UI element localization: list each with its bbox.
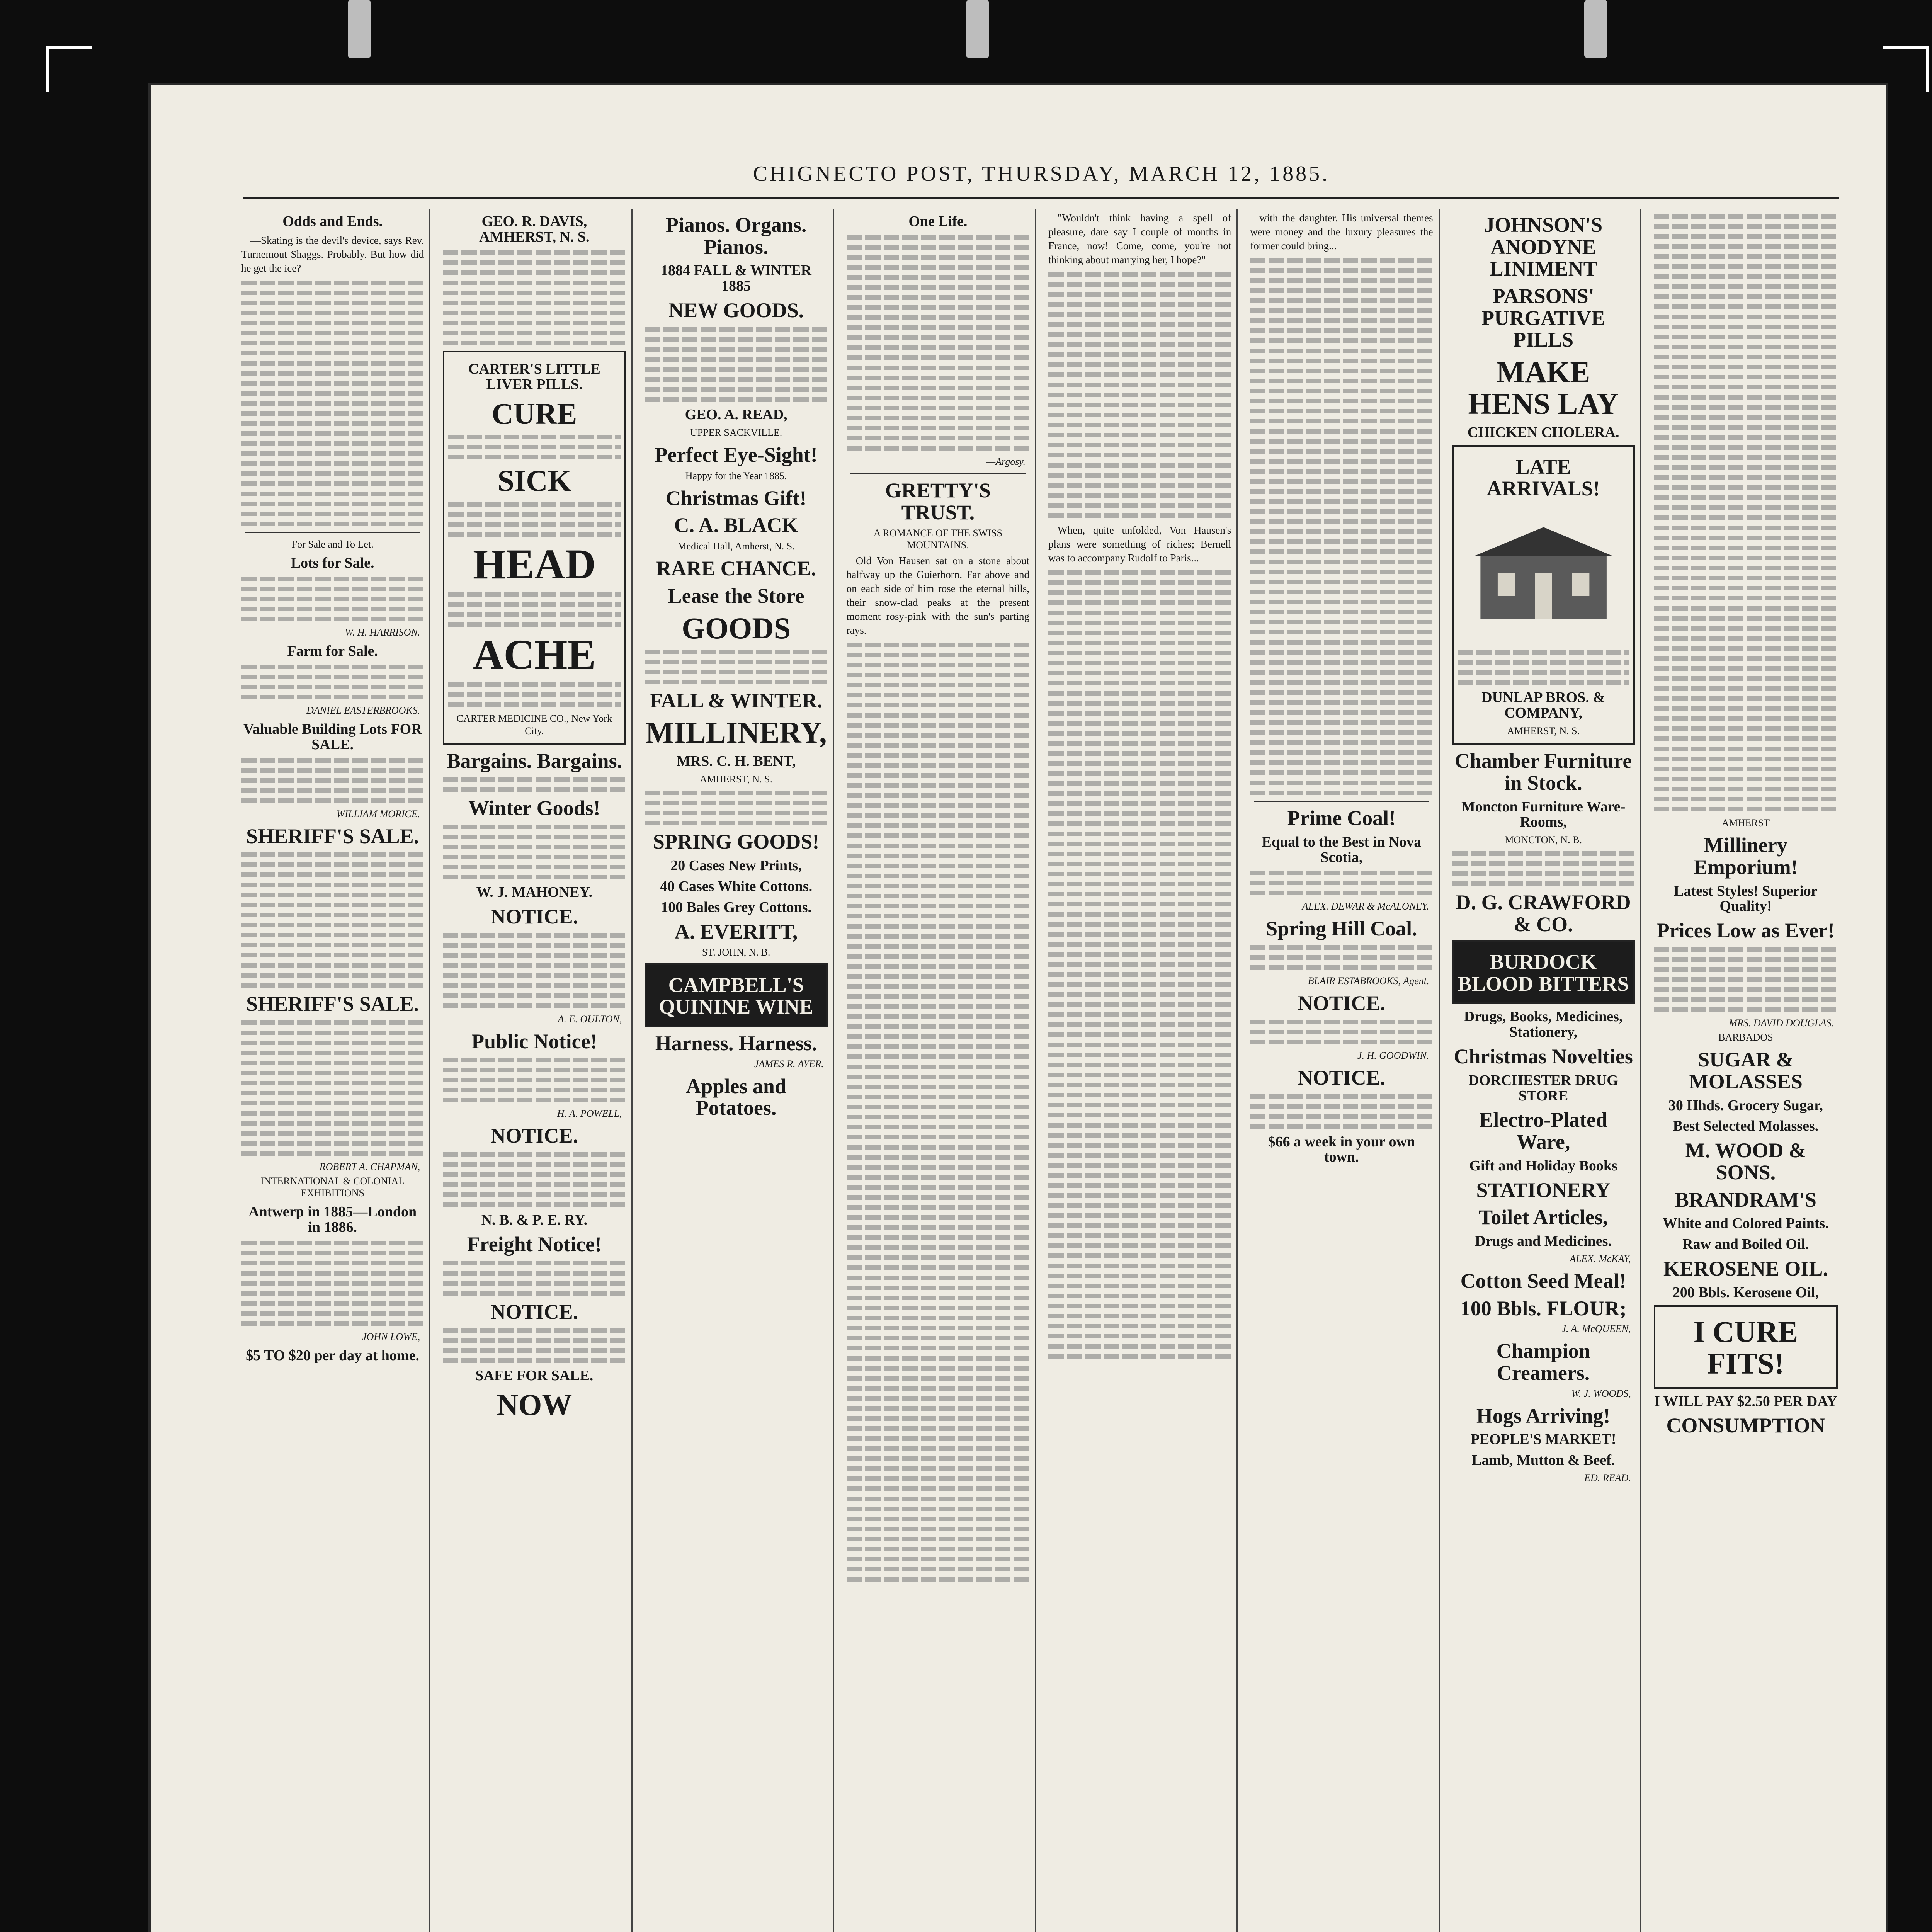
text-block bbox=[443, 1328, 626, 1363]
divider bbox=[245, 532, 420, 533]
masthead bbox=[243, 151, 1839, 199]
poem-text bbox=[847, 235, 1029, 451]
for-sale-heading: For Sale and To Let. bbox=[291, 538, 374, 550]
late-arrivals: LATE ARRIVALS! bbox=[1486, 455, 1600, 500]
story-text bbox=[1250, 258, 1433, 795]
kerosene-bbls: 200 Bbls. Kerosene Oil, bbox=[1672, 1284, 1819, 1301]
text-block bbox=[1250, 945, 1433, 970]
hogs-arriving: Hogs Arriving! bbox=[1476, 1404, 1611, 1427]
pay-offer: I WILL PAY $2.50 PER DAY bbox=[1654, 1393, 1837, 1410]
text-block bbox=[443, 825, 626, 879]
signature: DANIEL EASTERBROOKS. bbox=[306, 704, 420, 716]
carters-ad bbox=[443, 351, 626, 745]
fall-winter: FALL & WINTER. bbox=[650, 689, 823, 712]
text-block bbox=[448, 502, 620, 537]
cure-word: CURE bbox=[492, 396, 577, 430]
parsons-pills: PARSONS' PURGATIVE PILLS bbox=[1481, 284, 1605, 352]
odds-heading: Odds and Ends. bbox=[282, 213, 383, 230]
sheriff-heading: SHERIFF'S SALE. bbox=[246, 824, 419, 848]
expo-subheading: Antwerp in 1885—London in 1886. bbox=[248, 1204, 417, 1236]
text-block bbox=[241, 758, 424, 803]
story-opening: Old Von Hausen sat on a stone about halfway up the Guierhorn. Far above and on each side of him rose the eternal hills, their snow-clad peaks at the present moment rosy-pink with the sun's parting rays. bbox=[846, 554, 1029, 636]
column-3 bbox=[639, 209, 834, 1932]
signature: W. J. WOODS, bbox=[1571, 1388, 1631, 1399]
signature: ALEX. McKAY, bbox=[1570, 1253, 1631, 1265]
late-arrivals-ad bbox=[1452, 445, 1635, 745]
text-block bbox=[443, 1152, 626, 1207]
poem-title: One Life. bbox=[908, 213, 968, 230]
ache-word: ACHE bbox=[473, 631, 596, 678]
rare-chance: RARE CHANCE. bbox=[656, 557, 816, 580]
white-lead: White and Colored Paints. bbox=[1662, 1215, 1829, 1232]
notice-heading: NOTICE. bbox=[490, 1300, 578, 1323]
column-8 bbox=[1648, 209, 1843, 1932]
stationery: STATIONERY bbox=[1476, 1178, 1611, 1202]
column-2 bbox=[437, 209, 632, 1932]
story-text-2: When, quite unfolded, Von Hausen's plans were something of riches; Bernell was to accompany Rudolf to Paris... bbox=[1048, 524, 1231, 564]
drugs-books: Drugs, Books, Medicines, Stationery, bbox=[1464, 1009, 1623, 1041]
binder-clip bbox=[1584, 0, 1607, 58]
season-banner: 1884 FALL & WINTER 1885 bbox=[660, 262, 812, 294]
toilet-articles: Toilet Articles, bbox=[1479, 1206, 1608, 1229]
freight-notice: Freight Notice! bbox=[467, 1232, 602, 1256]
head-word: HEAD bbox=[473, 541, 596, 588]
text-block bbox=[1250, 1020, 1433, 1044]
drug-store: DORCHESTER DRUG STORE bbox=[1468, 1072, 1618, 1104]
new-goods: NEW GOODS. bbox=[668, 299, 804, 322]
column-1 bbox=[236, 209, 430, 1932]
bargains-heading: Bargains. Bargains. bbox=[446, 749, 622, 772]
sick-word: SICK bbox=[497, 464, 571, 498]
quinine-title: CAMPBELL'S QUININE WINE bbox=[659, 973, 813, 1019]
lease-store: Lease the Store bbox=[668, 584, 804, 608]
carters-title: CARTER'S LITTLE LIVER PILLS. bbox=[468, 361, 600, 393]
story-text bbox=[847, 643, 1029, 1582]
davis-ad: GEO. R. DAVIS, AMHERST, N. S. bbox=[479, 213, 590, 245]
christmas-gift: Christmas Gift! bbox=[665, 486, 807, 510]
christmas-novelties: Christmas Novelties bbox=[1454, 1045, 1633, 1068]
latest-styles: Latest Styles! Superior Quality! bbox=[1674, 883, 1818, 915]
johnsons-liniment: JOHNSON'S ANODYNE LINIMENT bbox=[1484, 213, 1603, 281]
text-block bbox=[443, 777, 626, 792]
safe-heading: SAFE FOR SALE. bbox=[475, 1367, 594, 1384]
selected-molasses: Best Selected Molasses. bbox=[1673, 1118, 1819, 1134]
signature: W. H. HARRISON. bbox=[345, 626, 420, 638]
mahoney-sig: W. J. MAHONEY. bbox=[476, 884, 592, 901]
column-4 bbox=[841, 209, 1036, 1932]
binder-clip bbox=[966, 0, 989, 58]
chicken-cholera: CHICKEN CHOLERA. bbox=[1467, 424, 1619, 440]
wood-sons: M. WOOD & SONS. bbox=[1685, 1139, 1806, 1184]
divider bbox=[850, 473, 1026, 474]
cottons-line: 40 Cases White Cottons. bbox=[660, 878, 813, 895]
millinery-word: MILLINERY, bbox=[645, 716, 827, 750]
columns bbox=[236, 209, 1843, 1932]
text-block bbox=[1250, 871, 1433, 895]
signature: MRS. DAVID DOUGLAS. bbox=[1729, 1017, 1834, 1029]
black-name: C. A. BLACK bbox=[674, 514, 798, 537]
story-subtitle: A ROMANCE OF THE SWISS MOUNTAINS. bbox=[873, 527, 1002, 551]
cure-fits-ad bbox=[1654, 1305, 1838, 1389]
read-location: UPPER SACKVILLE. bbox=[690, 427, 782, 438]
signature: ALEX. DEWAR & McALONEY. bbox=[1302, 901, 1429, 912]
dunlap-name: DUNLAP BROS. & COMPANY, bbox=[1481, 689, 1605, 721]
farm-heading: Farm for Sale. bbox=[287, 643, 378, 659]
burdock-title: BURDOCK BLOOD BITTERS bbox=[1458, 950, 1629, 995]
signature: BLAIR ESTABROOKS, Agent. bbox=[1308, 975, 1429, 987]
medical-hall: Medical Hall, Amherst, N. S. bbox=[677, 541, 795, 552]
signature: H. A. POWELL, bbox=[557, 1108, 622, 1119]
public-notice: Public Notice! bbox=[471, 1029, 597, 1053]
text-block bbox=[443, 933, 626, 1008]
everitt-name: A. EVERITT, bbox=[674, 920, 798, 943]
text-block bbox=[645, 650, 828, 684]
signature: JOHN LOWE, bbox=[362, 1331, 420, 1343]
gift-books: Gift and Holiday Books bbox=[1469, 1157, 1617, 1174]
column-7 bbox=[1447, 209, 1641, 1932]
text-block bbox=[241, 1241, 424, 1326]
joke-text: —Skating is the devil's device, says Rev. Turnemout Shaggs. Probably. But how did he get the ice? bbox=[241, 234, 424, 274]
sugar-molasses: SUGAR & MOLASSES bbox=[1689, 1048, 1803, 1093]
consumption: CONSUMPTION bbox=[1666, 1414, 1825, 1437]
text-block bbox=[448, 435, 620, 459]
story-text-1: "Wouldn't think having a spell of pleasure, dare say I couple of months in France, now! Come, come, you're not thinking about marrying her, I hope?" bbox=[1048, 212, 1231, 265]
everitt-location: ST. JOHN, N. B. bbox=[702, 947, 770, 958]
story-text bbox=[1048, 272, 1231, 518]
text-block bbox=[241, 281, 424, 526]
notice-heading: NOTICE. bbox=[1298, 1066, 1386, 1089]
millinery-emporium: Millinery Emporium! bbox=[1693, 833, 1798, 879]
store-building-illustration bbox=[1458, 503, 1629, 643]
winter-goods: Winter Goods! bbox=[468, 796, 600, 820]
binder-clip bbox=[348, 0, 371, 58]
now-heading: NOW bbox=[497, 1388, 572, 1422]
text-block bbox=[645, 791, 828, 825]
prime-coal: Prime Coal! bbox=[1287, 806, 1396, 830]
spring-hill-coal: Spring Hill Coal. bbox=[1266, 917, 1417, 940]
notice-heading: NOTICE. bbox=[490, 905, 578, 928]
lots-heading: Lots for Sale. bbox=[291, 555, 374, 571]
masthead-title: CHIGNECTO POST, THURSDAY, MARCH 12, 1885. bbox=[753, 162, 1330, 186]
raw-oil: Raw and Boiled Oil. bbox=[1682, 1236, 1809, 1253]
dunlap-location: AMHERST, N. S. bbox=[1507, 725, 1580, 736]
spring-goods: SPRING GOODS! bbox=[653, 830, 820, 854]
harness-heading: Harness. Harness. bbox=[655, 1031, 817, 1055]
prints-line: 20 Cases New Prints, bbox=[670, 857, 802, 874]
poem-author: —Argosy. bbox=[986, 456, 1026, 467]
notice-heading: NOTICE. bbox=[490, 1124, 578, 1148]
money-ad: $5 TO $20 per day at home. bbox=[246, 1347, 419, 1364]
text-block bbox=[241, 1020, 424, 1156]
story-text bbox=[1048, 570, 1231, 1359]
building-heading: Valuable Building Lots FOR SALE. bbox=[243, 721, 422, 753]
column-6 bbox=[1245, 209, 1439, 1932]
price-list bbox=[1452, 851, 1635, 886]
railway-heading: N. B. & P. E. RY. bbox=[481, 1212, 588, 1228]
lamb-mutton-beef: Lamb, Mutton & Beef. bbox=[1471, 1452, 1615, 1469]
champion-creamers: Champion Creamers. bbox=[1496, 1339, 1590, 1385]
chamber-furniture: Chamber Furniture in Stock. bbox=[1454, 749, 1632, 794]
flour-line: 100 Bbls. FLOUR; bbox=[1460, 1296, 1627, 1320]
peoples-market: PEOPLE'S MARKET! bbox=[1470, 1431, 1616, 1448]
signature: JAMES R. AYER. bbox=[754, 1058, 824, 1070]
signature: J. A. McQUEEN, bbox=[1561, 1323, 1631, 1335]
text-block bbox=[241, 852, 424, 988]
text-block bbox=[241, 665, 424, 699]
story-title: GRETTY'S TRUST. bbox=[885, 478, 991, 524]
text-block bbox=[1654, 947, 1838, 1012]
moncton-location: MONCTON, N. B. bbox=[1505, 834, 1582, 846]
coal-quality: Equal to the Best in Nova Scotia, bbox=[1262, 833, 1422, 866]
bent-name: MRS. C. H. BENT, bbox=[676, 753, 796, 770]
moncton-warerooms: Moncton Furniture Ware-Rooms, bbox=[1461, 798, 1626, 830]
crop-mark-top-left bbox=[46, 46, 92, 92]
signature: A. E. OULTON, bbox=[558, 1013, 622, 1025]
cure-fits: I CURE FITS! bbox=[1693, 1315, 1798, 1380]
quinine-ad bbox=[645, 963, 828, 1027]
text-block bbox=[1458, 650, 1629, 685]
pianos-heading: Pianos. Organs. Pianos. bbox=[665, 213, 807, 259]
weekly-ad: $66 a week in your own town. bbox=[1268, 1133, 1415, 1165]
barbados-label: BARBADOS bbox=[1718, 1032, 1773, 1043]
text-block bbox=[1654, 214, 1838, 811]
electro-plated: Electro-Plated Ware, bbox=[1479, 1108, 1608, 1154]
cotton-seed: Cotton Seed Meal! bbox=[1460, 1269, 1626, 1293]
brandrams: BRANDRAM'S bbox=[1675, 1188, 1816, 1211]
newspaper-page bbox=[151, 85, 1886, 1932]
bent-location: AMHERST, N. S. bbox=[700, 774, 773, 785]
crawford-name: D. G. CRAWFORD & CO. bbox=[1456, 891, 1631, 936]
grocery-sugar: 30 Hhds. Grocery Sugar, bbox=[1668, 1097, 1823, 1114]
column-5 bbox=[1043, 209, 1238, 1932]
story-text-3: with the daughter. His universal themes were money and the luxury pleasures the former could bring... bbox=[1250, 212, 1433, 252]
apples-heading: Apples and Potatoes. bbox=[686, 1074, 786, 1120]
sheriff-heading: SHERIFF'S SALE. bbox=[246, 992, 419, 1016]
eyesight-heading: Perfect Eye-Sight! bbox=[655, 443, 818, 466]
text-block bbox=[1250, 1094, 1433, 1129]
read-sig: GEO. A. READ, bbox=[685, 406, 787, 423]
signature: ROBERT A. CHAPMAN, bbox=[319, 1161, 420, 1173]
text-block bbox=[645, 327, 828, 402]
signature: WILLIAM MORICE. bbox=[336, 808, 420, 820]
prices-low: Prices Low as Ever! bbox=[1656, 919, 1835, 942]
bales-line: 100 Bales Grey Cottons. bbox=[661, 899, 812, 915]
text-block bbox=[443, 250, 626, 345]
hens-lay: MAKE HENS LAY bbox=[1468, 355, 1619, 421]
carter-co: CARTER MEDICINE CO., New York City. bbox=[456, 713, 612, 736]
text-block bbox=[241, 577, 424, 621]
divider bbox=[1254, 801, 1429, 802]
kerosene-oil: KEROSENE OIL. bbox=[1663, 1257, 1828, 1281]
text-block bbox=[443, 1058, 626, 1102]
happy-line: Happy for the Year 1885. bbox=[685, 470, 787, 481]
goods-word: GOODS bbox=[682, 611, 791, 645]
text-block bbox=[448, 592, 620, 627]
text-block bbox=[443, 1261, 626, 1296]
notice-heading: NOTICE. bbox=[1298, 992, 1386, 1015]
crop-mark-top-right bbox=[1883, 46, 1929, 92]
millinery-city: AMHERST bbox=[1721, 817, 1770, 828]
signature: J. H. GOODWIN. bbox=[1357, 1049, 1429, 1061]
text-block bbox=[448, 682, 620, 707]
signature: ED. READ. bbox=[1584, 1472, 1631, 1484]
burdock-ad bbox=[1452, 940, 1635, 1004]
drugs-medicines: Drugs and Medicines. bbox=[1475, 1233, 1612, 1250]
expo-heading: INTERNATIONAL & COLONIAL EXHIBITIONS bbox=[260, 1175, 405, 1199]
